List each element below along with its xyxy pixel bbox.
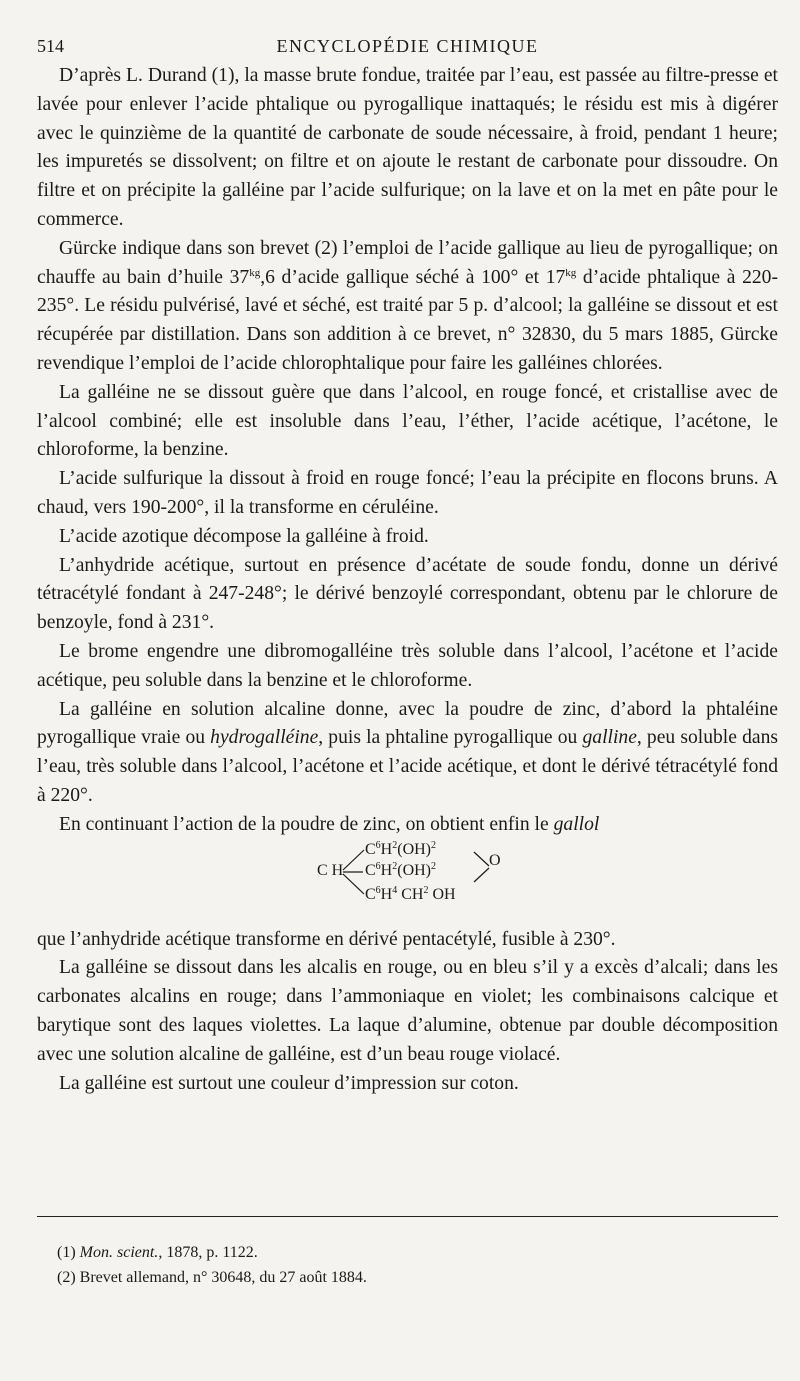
paragraph-solubility	[37, 379, 778, 465]
footnotes	[37, 1240, 778, 1290]
paragraph-text: Le brome engendre une dibromogalléine très soluble dans l’alcool, l’acétone et l’acide acétique, peu soluble dans la benzine et le chloroforme.	[37, 640, 778, 691]
footnote-source: Mon. scient.	[79, 1244, 159, 1261]
page-number: 514	[37, 36, 64, 56]
formula-index: 6	[375, 860, 381, 872]
paragraph-pentacetyl	[37, 926, 778, 955]
paragraph-durand	[37, 62, 778, 235]
paragraph-text: D’après L. Durand (1), la masse brute fondue, traitée par l’eau, est passée au filtre-presse et lavée pour enlever l’acide phtalique ou pyrogallique inattaqués; le résidu est mis à digérer avec le quinzième de la quantité de carbonate de soude nécessaire, à froid, pendant 1 heure; les impuretés se dissolvent; on filtre et on ajoute le restant de carbonate pour dissoudre. On filtre et on précipite la galléine par l’acide sulfurique; on la lave et on la met en pâte pour le commerce.	[37, 65, 778, 230]
paragraph-text: Gürcke indique dans son brevet (2) l’emploi de l’acide gallique au lieu de pyrogallique; on chauffe au bain d’huile 37	[37, 237, 778, 288]
footnote-divider	[37, 1216, 778, 1217]
page-header	[37, 36, 778, 62]
formula-symbol: C	[365, 840, 376, 858]
unit-superscript: kg	[249, 266, 261, 279]
formula-symbol: (OH)	[397, 861, 431, 879]
paragraph-zinc-reduction	[37, 696, 778, 811]
formula-index: 4	[392, 884, 398, 896]
paragraph-text: L’anhydride acétique, surtout en présence d’acétate de soude fondu, donne un dérivé tétracétylé fondant à 247-248°; le dérivé benzoylé correspondant, obtenu par le chlorure de benzoyle, fond à 231°.	[37, 554, 778, 634]
formula-index: 2	[423, 884, 429, 896]
paragraph-text: L’acide sulfurique la dissout à froid en rouge foncé; l’eau la précipite en flocons bruns. A chaud, vers 190-200°, il la transforme en céruléine.	[37, 468, 778, 518]
paragraph-sulfuric-acid	[37, 465, 778, 523]
paragraph-gurcke	[37, 235, 778, 379]
paragraph-text: , peu soluble dans l’eau, très soluble dans l’alcool, l’acétone et l’acide acétique, et dont le dérivé tétracétylé fond à 220°.	[37, 727, 778, 806]
term-italic: galline	[582, 727, 637, 749]
paragraph-alkalis	[37, 954, 778, 1069]
paragraph-text: , puis la phtaline pyrogallique ou	[318, 727, 583, 749]
paragraph-text: La galléine en solution alcaline donne, avec la poudre de zinc, d’abord la phtaléine pyrogallique vraie ou	[37, 698, 778, 749]
bond-line-lower	[343, 874, 364, 894]
page-body	[37, 62, 778, 1098]
paragraph-text: ,6 d’acide gallique séché à 100° et 17	[260, 266, 566, 288]
formula-symbol: OH	[428, 885, 456, 903]
formula-symbol: H	[380, 861, 393, 879]
bond-line-upper	[343, 850, 364, 870]
paragraph-text: La galléine se dissout dans les alcalis en rouge, ou en bleu s’il y a excès d’alcali; dans les carbonates alcalins en rouge; dans l’ammoniaque en violet; les combinaisons calcique et barytique sont des laques violettes. La laque d’alumine, obtenue par double décomposition avec une solution alcaline de galléine, est d’un beau rouge violacé.	[37, 957, 778, 1065]
formula-symbol: C	[365, 885, 376, 903]
paragraph-text: d’acide phtalique à 220-235°. Le résidu pulvérisé, lavé et séché, est traité par 5 p. d’alcool; la galléine se dissout et est récupérée par distillation. Dans son addition à ce brevet, n° 32830, du 5 mars 1885, Gürcke revendique l’emploi de l’acide chlorophtalique pour faire les galléines chlorées.	[37, 266, 779, 374]
gallol-structural-formula	[37, 840, 778, 926]
paragraph-text: La galléine ne se dissout guère que dans l’alcool, en rouge foncé, et cristallise avec de l’alcool combiné; elle est insoluble dans l’eau, l’éther, l’acide acétique, l’acétone, le chloroforme, la benzine.	[37, 381, 778, 461]
footnote-2	[37, 1265, 778, 1290]
paragraph-text: La galléine est surtout une couleur d’impression sur coton.	[59, 1072, 519, 1094]
formula-symbol: CH	[397, 885, 424, 903]
formula-row-2	[365, 862, 436, 880]
term-italic: gallol	[553, 813, 600, 835]
footnote-mark: (1)	[57, 1244, 76, 1261]
paragraph-acetic-anhydride	[37, 552, 778, 638]
footnote-text: , 1878, p. 1122.	[158, 1244, 258, 1261]
formula-symbol: (OH)	[397, 840, 431, 858]
paragraph-gallol	[37, 811, 778, 840]
formula-index: 2	[431, 860, 436, 872]
term-italic: hydrogalléine	[210, 727, 319, 749]
bond-line-oxygen-lower	[474, 868, 489, 882]
paragraph-bromine	[37, 638, 778, 696]
unit-superscript: kg	[565, 266, 577, 279]
paragraph-text: que l’anhydride acétique transforme en dérivé pentacétylé, fusible à 230°.	[37, 928, 616, 950]
running-title: ENCYCLOPÉDIE CHIMIQUE	[276, 36, 539, 56]
formula-index: 6	[375, 884, 381, 896]
paragraph-text: L’acide azotique décompose la galléine à froid.	[59, 525, 429, 547]
formula-row-1	[365, 841, 436, 859]
formula-index: 2	[392, 860, 398, 872]
bond-line-oxygen-upper	[474, 852, 489, 866]
formula-oxygen: O	[489, 851, 501, 869]
formula-index: 2	[392, 839, 398, 851]
formula-index: 6	[375, 839, 381, 851]
footnote-text: Brevet allemand, n° 30648, du 27 août 1884.	[79, 1269, 367, 1286]
paragraph-nitric-acid	[37, 523, 778, 552]
formula-symbol: H	[380, 840, 393, 858]
formula-methine: C H	[317, 861, 344, 879]
footnote-1	[37, 1240, 778, 1265]
footnote-mark: (2)	[57, 1269, 76, 1286]
formula-row-3	[365, 886, 456, 904]
formula-index: 2	[431, 839, 436, 851]
paragraph-text: En continuant l’action de la poudre de zinc, on obtient enfin le	[59, 813, 554, 835]
formula-symbol: C	[365, 861, 376, 879]
formula-symbol: H	[380, 885, 393, 903]
book-page	[37, 0, 778, 1381]
paragraph-printing	[37, 1070, 778, 1099]
